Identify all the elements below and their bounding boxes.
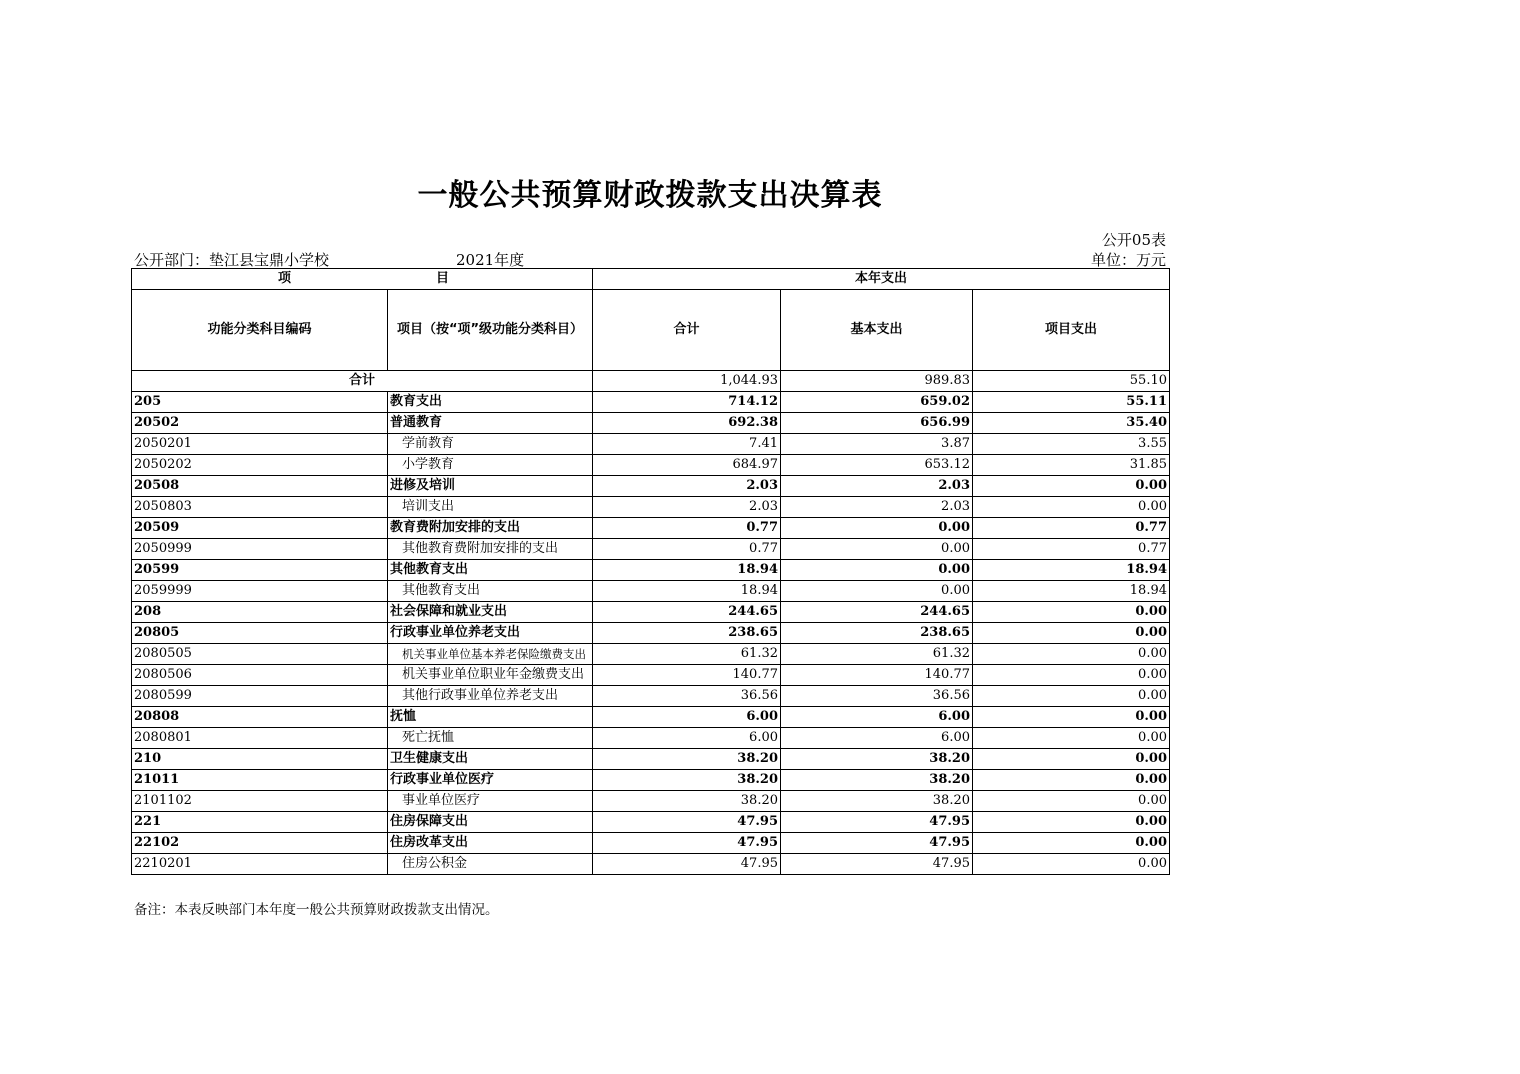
row-name: 机关事业单位基本养老保险缴费支出	[388, 644, 593, 665]
row-basic: 653.12	[781, 455, 973, 476]
row-code: 20508	[132, 476, 388, 497]
row-basic: 47.95	[781, 812, 973, 833]
row-total: 38.20	[593, 791, 781, 812]
unit-label: 单位：万元	[1090, 251, 1166, 269]
row-project: 0.00	[973, 728, 1170, 749]
form-number: 公开05表	[1101, 231, 1166, 249]
row-project: 55.11	[973, 392, 1170, 413]
table-row	[132, 833, 1170, 854]
row-code: 2050202	[132, 455, 388, 476]
row-basic: 61.32	[781, 644, 973, 665]
row-name: 其他行政事业单位养老支出	[388, 686, 593, 707]
row-code: 20808	[132, 707, 388, 728]
row-basic: 38.20	[781, 749, 973, 770]
expenditure-table	[131, 268, 1170, 875]
header-row-1	[132, 269, 1170, 290]
row-code: 21011	[132, 770, 388, 791]
row-name: 教育费附加安排的支出	[388, 518, 593, 539]
row-basic: 140.77	[781, 665, 973, 686]
row-project: 0.00	[973, 602, 1170, 623]
page-title: 一般公共预算财政拨款支出决算表	[417, 178, 883, 213]
row-total: 692.38	[593, 413, 781, 434]
table-row	[132, 539, 1170, 560]
row-total: 0.77	[593, 518, 781, 539]
row-project: 31.85	[973, 455, 1170, 476]
row-total: 6.00	[593, 728, 781, 749]
total-label: 合计	[132, 371, 593, 392]
row-total: 684.97	[593, 455, 781, 476]
row-total: 18.94	[593, 581, 781, 602]
table-row	[132, 728, 1170, 749]
header-code: 功能分类科目编码	[132, 290, 388, 371]
row-code: 221	[132, 812, 388, 833]
table-row	[132, 686, 1170, 707]
row-basic: 659.02	[781, 392, 973, 413]
table-row	[132, 560, 1170, 581]
row-basic: 0.00	[781, 581, 973, 602]
row-basic: 2.03	[781, 497, 973, 518]
row-code: 210	[132, 749, 388, 770]
row-basic: 656.99	[781, 413, 973, 434]
row-name: 教育支出	[388, 392, 593, 413]
header-name: 项目（按“项”级功能分类科目）	[388, 290, 593, 371]
table-row	[132, 623, 1170, 644]
row-basic: 244.65	[781, 602, 973, 623]
row-code: 2210201	[132, 854, 388, 875]
row-total: 61.32	[593, 644, 781, 665]
row-name: 抚恤	[388, 707, 593, 728]
row-project: 0.77	[973, 518, 1170, 539]
table-row	[132, 455, 1170, 476]
table-row	[132, 854, 1170, 875]
row-project: 0.00	[973, 770, 1170, 791]
row-name: 机关事业单位职业年金缴费支出	[388, 665, 593, 686]
row-name: 卫生健康支出	[388, 749, 593, 770]
row-basic: 0.00	[781, 518, 973, 539]
row-name: 住房改革支出	[388, 833, 593, 854]
header-item-left: 项	[278, 271, 292, 286]
row-name: 事业单位医疗	[388, 791, 593, 812]
table-row	[132, 581, 1170, 602]
row-name: 社会保障和就业支出	[388, 602, 593, 623]
total-project: 55.10	[973, 371, 1170, 392]
table-row	[132, 665, 1170, 686]
row-code: 20502	[132, 413, 388, 434]
row-project: 0.77	[973, 539, 1170, 560]
row-name: 小学教育	[388, 455, 593, 476]
row-name: 学前教育	[388, 434, 593, 455]
row-code: 20805	[132, 623, 388, 644]
row-name: 住房公积金	[388, 854, 593, 875]
table-row	[132, 770, 1170, 791]
table-row	[132, 518, 1170, 539]
table-row	[132, 791, 1170, 812]
row-total: 36.56	[593, 686, 781, 707]
row-total: 140.77	[593, 665, 781, 686]
header-basic: 基本支出	[781, 290, 973, 371]
row-basic: 6.00	[781, 728, 973, 749]
row-basic: 38.20	[781, 791, 973, 812]
row-project: 18.94	[973, 581, 1170, 602]
row-project: 35.40	[973, 413, 1170, 434]
row-basic: 238.65	[781, 623, 973, 644]
row-basic: 0.00	[781, 539, 973, 560]
row-code: 2059999	[132, 581, 388, 602]
row-project: 0.00	[973, 623, 1170, 644]
row-total: 6.00	[593, 707, 781, 728]
row-name: 死亡抚恤	[388, 728, 593, 749]
row-basic: 2.03	[781, 476, 973, 497]
table-row	[132, 497, 1170, 518]
total-basic: 989.83	[781, 371, 973, 392]
header-current-year: 本年支出	[593, 269, 1170, 290]
row-basic: 36.56	[781, 686, 973, 707]
table-row	[132, 812, 1170, 833]
row-total: 714.12	[593, 392, 781, 413]
header-row-2	[132, 290, 1170, 371]
row-name: 其他教育费附加安排的支出	[388, 539, 593, 560]
row-total: 244.65	[593, 602, 781, 623]
row-code: 2050201	[132, 434, 388, 455]
row-code: 2050999	[132, 539, 388, 560]
row-total: 2.03	[593, 476, 781, 497]
row-project: 0.00	[973, 707, 1170, 728]
row-code: 2080801	[132, 728, 388, 749]
row-project: 18.94	[973, 560, 1170, 581]
header-total: 合计	[593, 290, 781, 371]
row-project: 0.00	[973, 686, 1170, 707]
header-project: 项目支出	[973, 290, 1170, 371]
row-code: 20509	[132, 518, 388, 539]
row-code: 2080505	[132, 644, 388, 665]
row-basic: 38.20	[781, 770, 973, 791]
row-project: 3.55	[973, 434, 1170, 455]
table-row	[132, 413, 1170, 434]
row-basic: 3.87	[781, 434, 973, 455]
row-project: 0.00	[973, 476, 1170, 497]
row-code: 22102	[132, 833, 388, 854]
row-basic: 6.00	[781, 707, 973, 728]
table-row	[132, 749, 1170, 770]
table-row	[132, 434, 1170, 455]
row-code: 2080506	[132, 665, 388, 686]
row-total: 47.95	[593, 812, 781, 833]
row-name: 其他教育支出	[388, 560, 593, 581]
table-row	[132, 476, 1170, 497]
row-total: 38.20	[593, 749, 781, 770]
row-total: 2.03	[593, 497, 781, 518]
row-total: 47.95	[593, 854, 781, 875]
row-total: 38.20	[593, 770, 781, 791]
row-name: 住房保障支出	[388, 812, 593, 833]
row-basic: 0.00	[781, 560, 973, 581]
row-name: 进修及培训	[388, 476, 593, 497]
row-project: 0.00	[973, 497, 1170, 518]
row-name: 培训支出	[388, 497, 593, 518]
row-name: 其他教育支出	[388, 581, 593, 602]
row-project: 0.00	[973, 749, 1170, 770]
total-total: 1,044.93	[593, 371, 781, 392]
row-project: 0.00	[973, 665, 1170, 686]
row-code: 2101102	[132, 791, 388, 812]
row-basic: 47.95	[781, 854, 973, 875]
row-project: 0.00	[973, 854, 1170, 875]
row-basic: 47.95	[781, 833, 973, 854]
row-project: 0.00	[973, 791, 1170, 812]
total-row	[132, 371, 1170, 392]
row-code: 205	[132, 392, 388, 413]
header-item-right: 目	[436, 271, 450, 286]
row-code: 2050803	[132, 497, 388, 518]
row-name: 行政事业单位医疗	[388, 770, 593, 791]
header-item	[132, 269, 593, 290]
row-code: 208	[132, 602, 388, 623]
table-row	[132, 707, 1170, 728]
table-row	[132, 644, 1170, 665]
row-name: 行政事业单位养老支出	[388, 623, 593, 644]
footnote: 备注：本表反映部门本年度一般公共预算财政拨款支出情况。	[134, 902, 499, 918]
row-total: 238.65	[593, 623, 781, 644]
department-label: 公开部门：垫江县宝鼎小学校	[134, 251, 330, 269]
row-code: 2080599	[132, 686, 388, 707]
table-row	[132, 602, 1170, 623]
row-total: 47.95	[593, 833, 781, 854]
row-name: 普通教育	[388, 413, 593, 434]
row-project: 0.00	[973, 833, 1170, 854]
row-project: 0.00	[973, 812, 1170, 833]
row-code: 20599	[132, 560, 388, 581]
row-total: 0.77	[593, 539, 781, 560]
row-total: 7.41	[593, 434, 781, 455]
year-label: 2021年度	[456, 251, 525, 269]
row-total: 18.94	[593, 560, 781, 581]
table-row	[132, 392, 1170, 413]
row-project: 0.00	[973, 644, 1170, 665]
